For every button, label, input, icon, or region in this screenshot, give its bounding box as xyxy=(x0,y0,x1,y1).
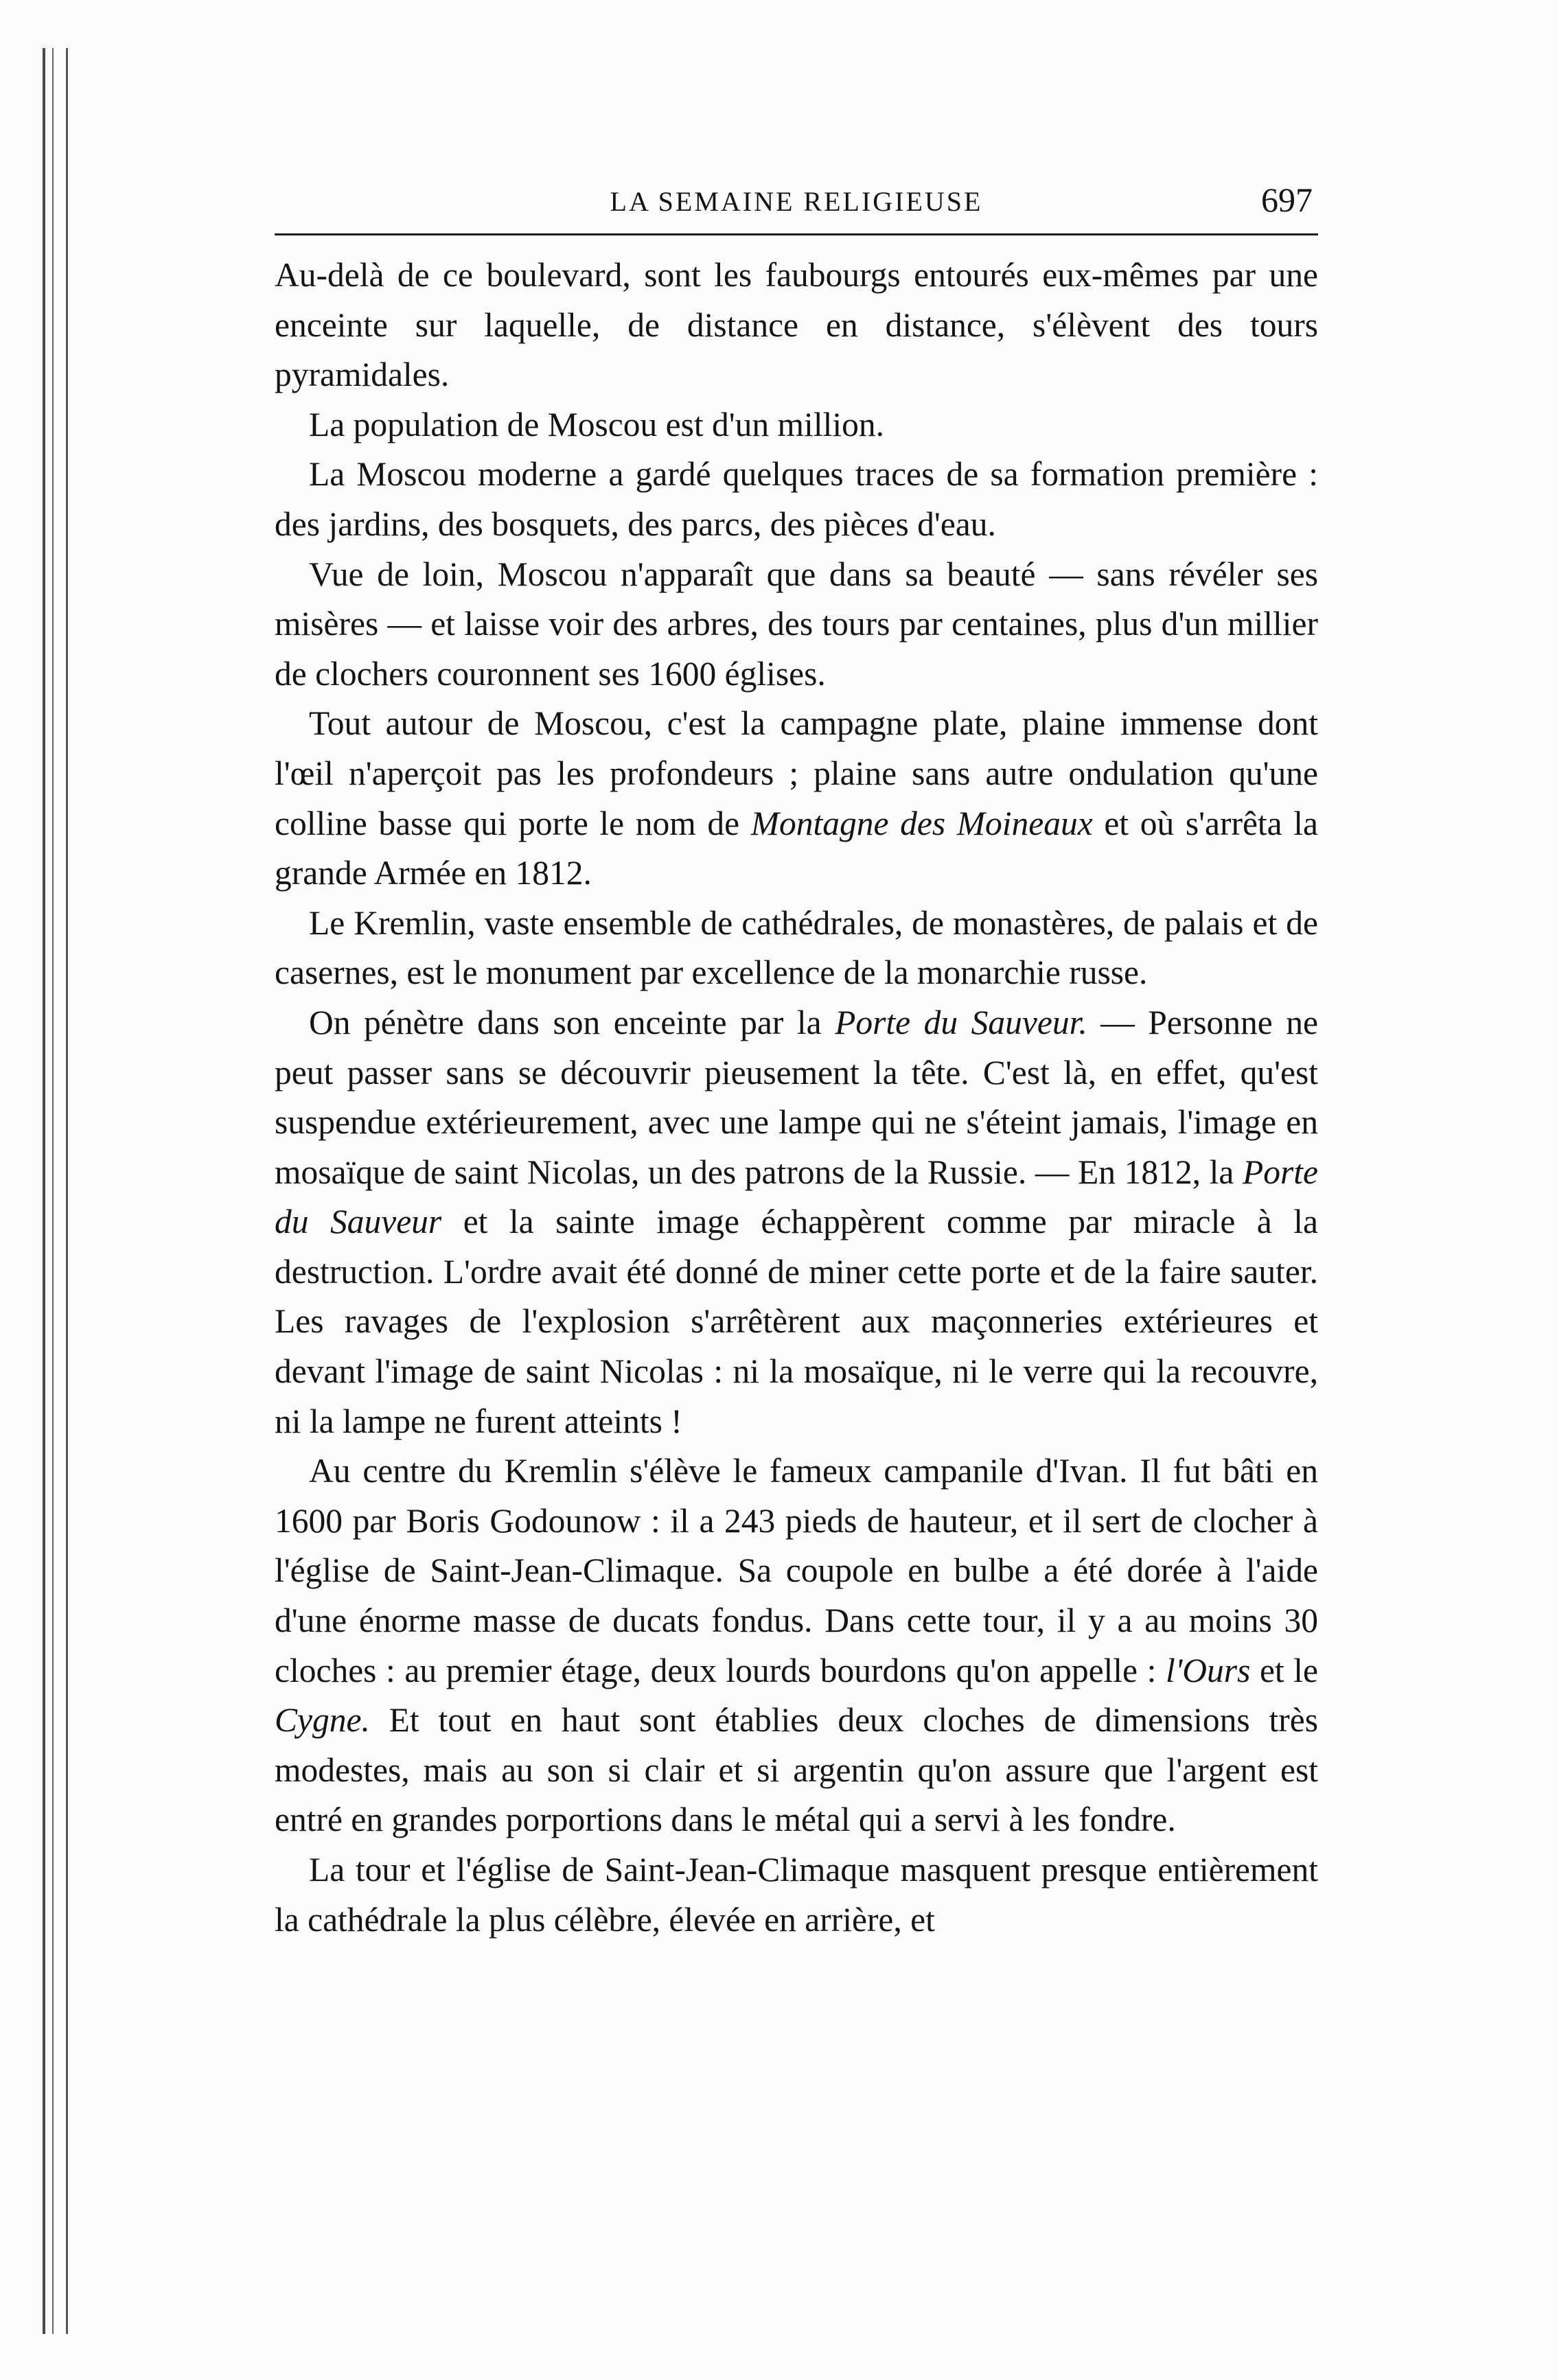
text-run: Au centre du Kremlin s'élève le fameux campanile d'Ivan. Il fut bâti en 1600 par Boris Godounow : il a 243 pieds de hauteur, et il sert de clocher à l'église de Saint-Jean-Climaque. Sa coupole en bulbe a été dorée à l'aide d'une énorme masse de ducats fondus. Dans cette tour, il y a au moins 30 cloches : au premier étage, deux lourds bourdons qu'on appelle : xyxy=(275,1452,1318,1689)
text-run: Tout autour de Moscou, c'est la campagne plate, plaine immense dont l'œil n'aperçoit pas les profondeurs ; plaine sans autre ondulation qu'une colline basse qui porte le nom de xyxy=(275,704,1318,842)
paragraph xyxy=(275,251,1318,400)
text-run: Le Kremlin, vaste ensemble de cathédrales, de monastères, de palais et de casernes, est le monument par excellence de la monarchie russe. xyxy=(275,903,1318,992)
text-run: et le xyxy=(1250,1651,1318,1689)
paragraph xyxy=(275,550,1318,700)
body-text xyxy=(275,251,1318,1945)
paragraph xyxy=(275,450,1318,549)
italic-text: Porte du Sauveur. xyxy=(835,1003,1087,1041)
paragraph xyxy=(275,1845,1318,1945)
paragraph xyxy=(275,1446,1318,1845)
italic-text: Porte du Sauveur xyxy=(275,1153,1318,1241)
text-run: On pénètre dans son enceinte par la xyxy=(309,1003,835,1041)
paragraph xyxy=(275,998,1318,1446)
text-run: La Moscou moderne a gardé quelques traces de sa formation première : des jardins, des bosquets, des parcs, des pièces d'eau. xyxy=(275,455,1318,543)
page-number: 697 xyxy=(1261,181,1313,219)
text-run: — Personne ne peut passer sans se découvrir pieusement la tête. C'est là, en effet, qu'est suspendue extérieurement, avec une lampe qui ne s'éteint jamais, l'image en mosaïque de saint Nicolas, un des patrons de la Russie. — En 1812, la xyxy=(275,1003,1318,1191)
text-run: Vue de loin, Moscou n'apparaît que dans sa beauté — sans révéler ses misères — et laisse voir des arbres, des tours par centaines, plus d'un millier de clochers couronnent ses 1600 églises. xyxy=(275,555,1318,693)
paragraph xyxy=(275,400,1318,450)
text-run: et la sainte image échappèrent comme par miracle à la destruction. L'ordre avait été donné de miner cette porte et de la faire sauter. Les ravages de l'explosion s'arrêtèrent aux maçonneries extérieures et devant l'image de saint Nicolas : ni la mosaïque, ni le verre qui la recouvre, ni la lampe ne furent atteints ! xyxy=(275,1203,1318,1440)
text-run: Au-delà de ce boulevard, sont les faubourgs entourés eux-mêmes par une enceinte sur laquelle, de distance en distance, s'élèvent des tours pyramidales. xyxy=(275,256,1318,394)
text-run: et où s'arrêta la grande Armée en 1812. xyxy=(275,804,1319,892)
paragraph xyxy=(275,699,1318,898)
text-run: Et tout en haut sont établies deux cloches de dimensions très modestes, mais au son si clair et si argentin qu'on assure que l'argent est entré en grandes porportions dans le métal qui a servi à les fondre. xyxy=(275,1701,1318,1839)
header-rule xyxy=(275,233,1318,235)
italic-text: Montagne des Moineaux xyxy=(750,804,1093,842)
text-run: La tour et l'église de Saint-Jean-Climaque masquent presque entièrement la cathédrale la plus célèbre, élevée en arrière, et xyxy=(275,1851,1318,1939)
running-title: LA SEMAINE RELIGIEUSE xyxy=(610,186,983,217)
book-page xyxy=(275,180,1318,1945)
text-run: La population de Moscou est d'un million. xyxy=(309,405,884,443)
italic-text: Cygne. xyxy=(275,1701,370,1740)
paragraph xyxy=(275,899,1318,998)
italic-text: l'Ours xyxy=(1165,1651,1251,1689)
running-head xyxy=(275,180,1318,233)
binding-edge xyxy=(43,48,68,2334)
